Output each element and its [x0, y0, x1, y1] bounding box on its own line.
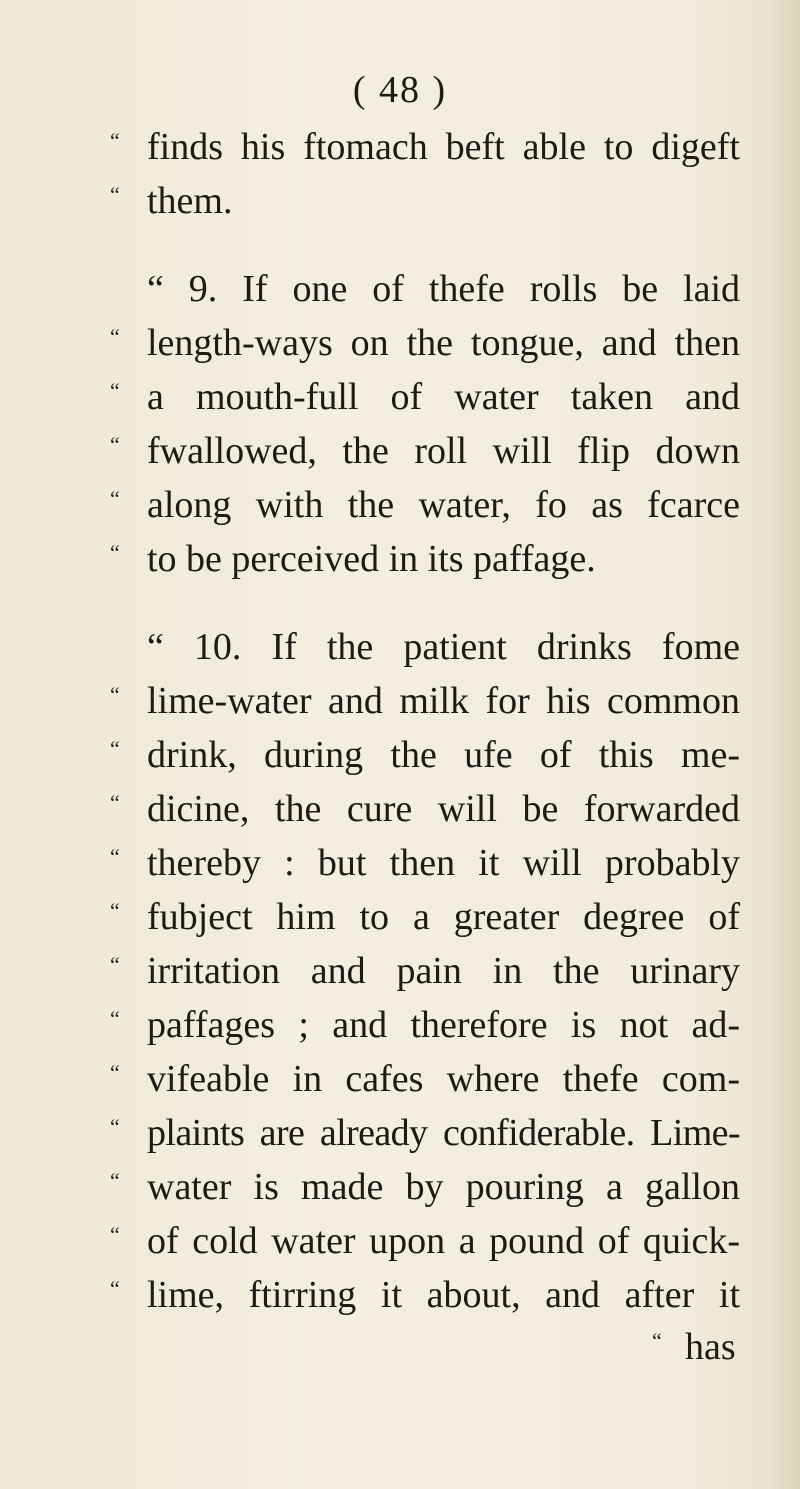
text-line	[0, 838, 800, 888]
text-line	[0, 1216, 800, 1266]
text-line	[0, 372, 800, 422]
catchword-text: has	[685, 1326, 736, 1368]
line-text: them.	[147, 180, 233, 222]
line-text: fubject him to a greater degree of	[147, 896, 740, 938]
text-line	[0, 176, 800, 226]
line-text: paffages ; and therefore is not ad-	[147, 1004, 740, 1046]
quote-mark: “	[110, 540, 120, 565]
text-line	[0, 426, 800, 476]
line-text: of cold water upon a pound of quick-	[147, 1220, 740, 1262]
line-text: irritation and pain in the urinary	[147, 950, 740, 992]
line-text: finds his ftomach beft able to digeft	[147, 126, 740, 168]
quote-mark: “	[110, 432, 120, 457]
quote-mark: “	[110, 378, 120, 403]
line-text: vifeable in cafes where thefe com-	[147, 1058, 740, 1100]
line-text: drink, during the ufe of this me-	[147, 734, 740, 776]
quote-mark: “	[110, 1222, 120, 1247]
line-text: plaints are already confiderable. Lime-	[147, 1112, 740, 1154]
quote-mark: “	[110, 736, 120, 761]
text-line	[0, 784, 800, 834]
text-line	[0, 534, 800, 584]
line-text: lime, ftirring it about, and after it	[147, 1274, 740, 1316]
quote-mark: “	[110, 1114, 120, 1139]
line-text: fwallowed, the roll will flip down	[147, 430, 740, 472]
line-text: lime-water and milk for his common	[147, 680, 740, 722]
text-line	[0, 480, 800, 530]
text-line	[0, 1000, 800, 1050]
quote-mark: “	[110, 486, 120, 511]
quote-mark: “	[110, 182, 120, 207]
text-line	[0, 1054, 800, 1104]
text-line	[0, 676, 800, 726]
quote-mark: “	[110, 1276, 120, 1301]
quote-mark: “	[652, 1328, 662, 1353]
text-line	[0, 730, 800, 780]
text-line	[0, 946, 800, 996]
quote-mark: “	[110, 682, 120, 707]
catchword	[0, 1322, 800, 1372]
paragraph-start-line	[0, 622, 800, 672]
text-line	[0, 1270, 800, 1320]
text-line	[0, 1108, 800, 1158]
line-text: “ 10. If the patient drinks fome	[147, 626, 740, 668]
line-text: along with the water, fo as fcarce	[147, 484, 740, 526]
quote-mark: “	[110, 790, 120, 815]
line-text: thereby : but then it will probably	[147, 842, 740, 884]
text-line	[0, 122, 800, 172]
text-line	[0, 318, 800, 368]
quote-mark: “	[110, 1168, 120, 1193]
quote-mark: “	[110, 324, 120, 349]
quote-mark: “	[110, 128, 120, 153]
paragraph-start-line	[0, 264, 800, 314]
quote-mark: “	[110, 844, 120, 869]
line-text: length-ways on the tongue, and then	[147, 322, 740, 364]
quote-mark: “	[110, 952, 120, 977]
quote-mark: “	[110, 1060, 120, 1085]
line-text: a mouth-full of water taken and	[147, 376, 740, 418]
text-line	[0, 892, 800, 942]
line-text: water is made by pouring a gallon	[147, 1166, 740, 1208]
line-text: to be perceived in its paffage.	[147, 538, 596, 580]
line-text: dicine, the cure will be forwarded	[147, 788, 740, 830]
quote-mark: “	[110, 898, 120, 923]
text-line	[0, 1162, 800, 1212]
quote-mark: “	[110, 1006, 120, 1031]
page-number: ( 48 )	[352, 69, 448, 111]
line-text: “ 9. If one of thefe rolls be laid	[147, 268, 740, 310]
